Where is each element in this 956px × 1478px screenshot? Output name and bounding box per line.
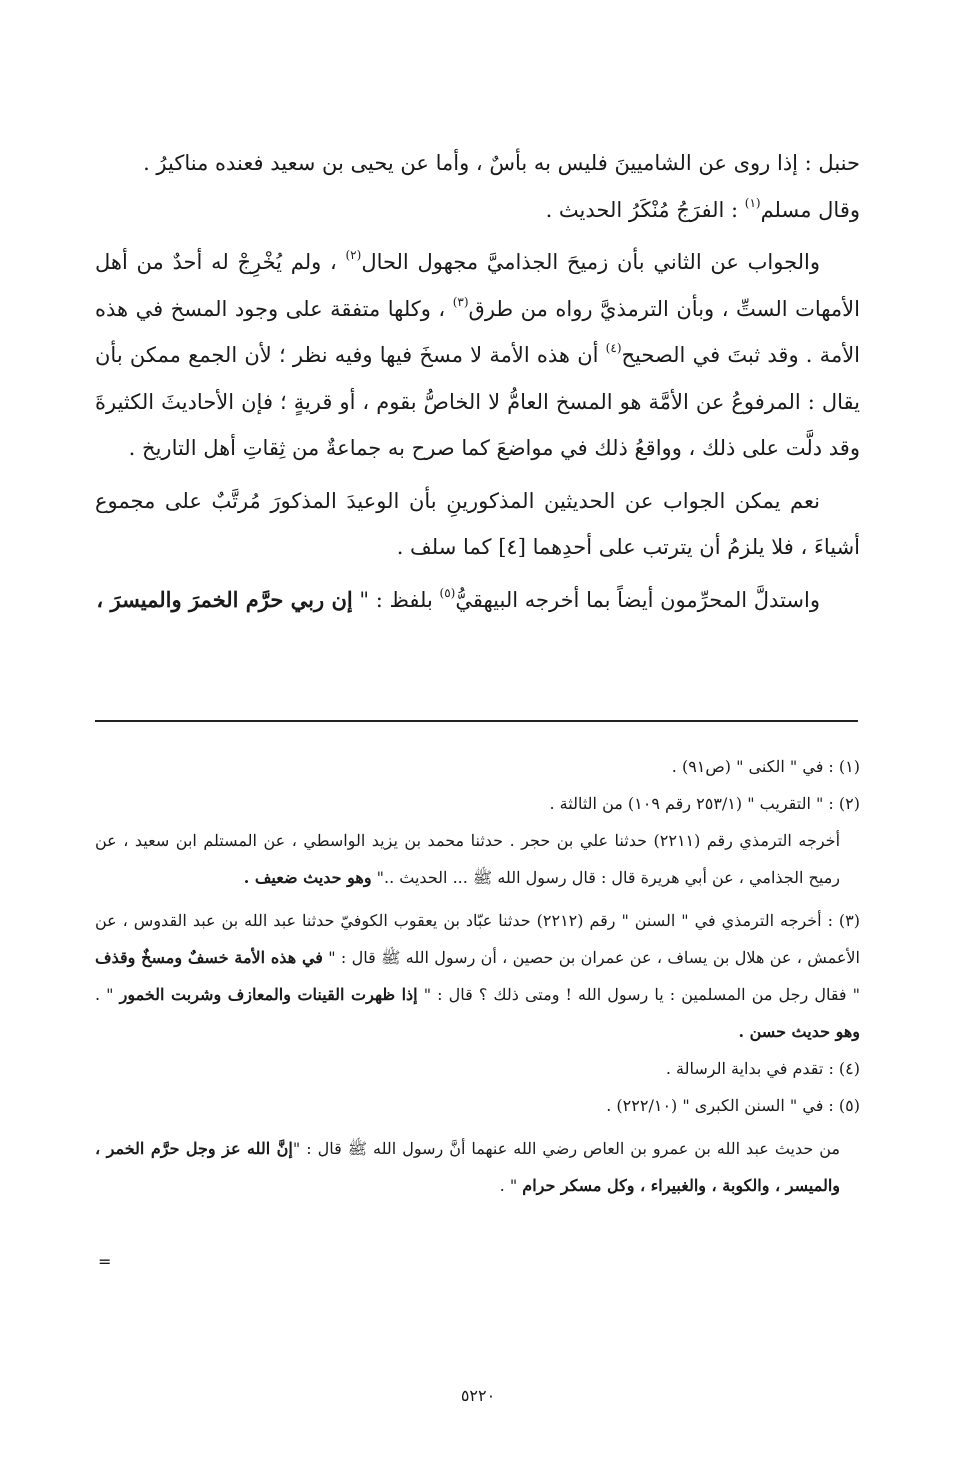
- hadith-quote: إن ربي حرَّم الخمرَ والميسرَ ،: [96, 586, 353, 612]
- grading-text: وهو حديث حسن .: [738, 1022, 860, 1041]
- footnote-4: [95, 1050, 860, 1087]
- continuation-mark: =: [98, 1252, 112, 1271]
- footnote-ref-3: (٣): [452, 294, 469, 309]
- paragraph-line: [95, 140, 860, 187]
- page-number: ٥٢٢٠: [460, 1386, 496, 1405]
- main-text: [95, 140, 860, 623]
- text-run: (٥) : في " السنن الكبرى " (٢٢٢/١٠) .: [606, 1096, 860, 1115]
- text-run: (١) : في " الكنى " (ص٩١) .: [671, 757, 860, 776]
- paragraph: [95, 187, 860, 234]
- text-run: ، وكلها متفقة على وجود المسخ في هذه الأمة . وقد ثبتَ في الصحيح: [95, 296, 861, 367]
- text-run: " .: [499, 1176, 523, 1195]
- footnote-ref-5: (٥): [439, 585, 456, 600]
- text-run: " .: [95, 985, 120, 1004]
- text-run: (٤) : تقدم في بداية الرسالة .: [665, 1059, 860, 1078]
- paragraph: [95, 478, 860, 571]
- footnote-3: [95, 902, 860, 1050]
- hadith-quote: إذا ظهرت القينات والمعازف وشربت الخمور: [119, 985, 418, 1004]
- footnote-ref-4: (٤): [605, 341, 622, 355]
- text-run: أن هذه الأمة لا مسخَ فيها وفيه نظر ؛ لأن الجمع ممكن بأن يقال : المرفوعُ عن الأمَّة هو المسخ العامُّ لا الخاصُّ بقوم ، أو قريةٍ ؛ فإن الأحاديثَ الكثيرةَ وقد دلَّت على ذلك ، وواقعُ ذلك في مواضعَ كما صرح به جماعةٌ من ثِقاتِ أهل التاريخ .: [95, 343, 860, 460]
- hadith-quote: في هذه الأمة خسفٌ ومسخٌ وقذف: [95, 948, 323, 967]
- paragraph: [95, 577, 860, 624]
- text-line: حنبل : إذا روى عن الشاميينَ فليس به بأسٌ ، وأما عن يحيى بن سعيد فعنده مناكيرُ .: [143, 151, 860, 175]
- text-run: " فقال رجل من المسلمين : يا رسول الله ! ومتى ذلك ؟ قال : ": [417, 985, 861, 1004]
- text-run: ، ولم يُخْرِجْ له أحدٌ من أهل الأمهات الستِّ ، وبأن الترمذيَّ رواه من طرق: [95, 250, 860, 321]
- text-run: وقال مسلم: [760, 197, 860, 222]
- text-run: والجواب عن الثاني بأن زميحَ الجذاميَّ مجهول الحال: [361, 250, 821, 274]
- paragraph: [95, 239, 860, 472]
- text-run: (٣) : أخرجه الترمذي في " السنن " رقم (٢٢١٢) حدثنا عبّاد بن يعقوب الكوفيّ حدثنا عبد الله بن عبد القدوس ، عن الأعمش ، عن هلال بن يساف ، عن عمران بن حصين ، أن رسول الله ﷺ قال : ": [95, 911, 861, 967]
- text-run: نعم يمكن الجواب عن الحديثين المذكورينِ بأن الوعيدَ المذكورَ مُرتَّبٌ على مجموع أشياءَ ، فلا يلزمُ أن يترتب على أحدِهما [٤] كما سلف .: [95, 488, 860, 559]
- footnote-1: [95, 748, 860, 785]
- text-run: واستدلَّ المحرِّمون أيضاً بما أخرجه البيهقيُّ: [455, 587, 820, 612]
- grading-text: وهو حديث ضعيف .: [243, 868, 372, 887]
- footnote-2-detail: [95, 822, 860, 896]
- footnote-ref-2: (٢): [345, 248, 362, 262]
- text-run: من حديث عبد الله بن عمرو بن العاص رضي الله عنهما أنَّ رسول الله ﷺ قال : ": [292, 1139, 841, 1158]
- hadith-quote: إنَّ الله عز وجل حرَّم الخمر ، والميسر ، والكوبة ، والغبيراء ، وكل مسكر حرام: [95, 1139, 840, 1195]
- text-run: أخرجه الترمذي رقم (٢٢١١) حدثنا علي بن حجر . حدثنا محمد بن يزيد الواسطي ، عن المستلم ابن سعيد ، عن رميح الجذامي ، عن أبي هريرة قال : قال رسول الله ﷺ ... الحديث ..": [95, 831, 841, 887]
- footnote-5: [95, 1087, 860, 1124]
- text-run: : الفرَجُ مُنْكَرُ الحديث .: [545, 197, 745, 222]
- text-run: بلفظ : ": [352, 587, 440, 612]
- footnote-5-detail: [95, 1130, 860, 1204]
- footnote-separator: [95, 720, 858, 722]
- text-run: (٢) : " التقريب " (٢٥٣/١ رقم ١٠٩) من الثالثة .: [549, 794, 860, 813]
- footnotes: [95, 748, 860, 1204]
- footnote-2: [95, 785, 860, 822]
- footnote-ref-1: (١): [744, 195, 761, 210]
